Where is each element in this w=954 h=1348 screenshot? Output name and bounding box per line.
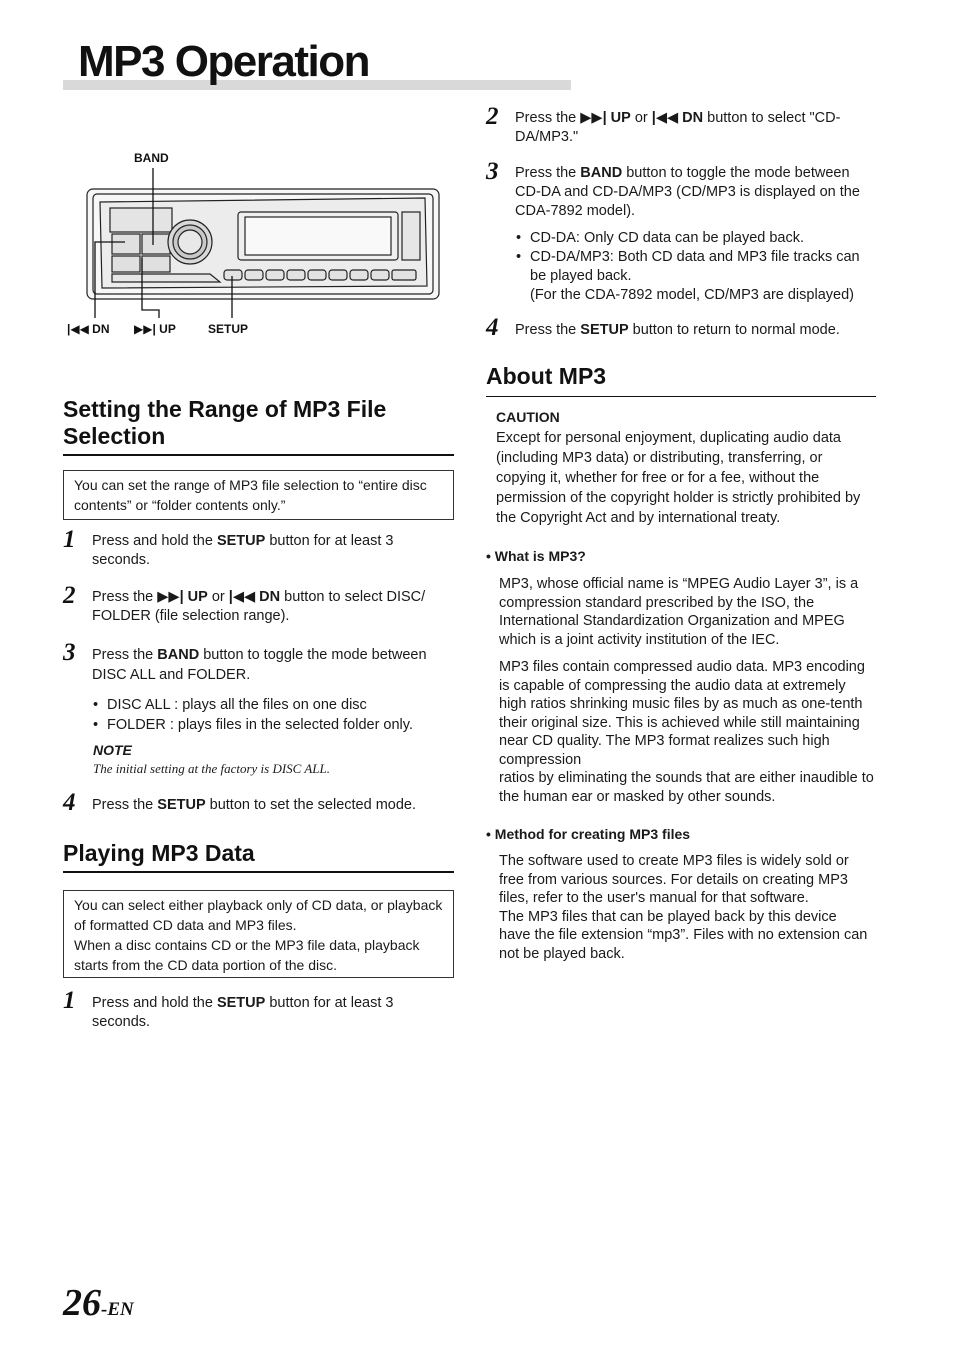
range-step-1-number: 1 — [63, 526, 76, 553]
range-step-4-number: 4 — [63, 789, 76, 816]
setup-label: SETUP — [208, 322, 249, 336]
range-step-2-text — [92, 588, 447, 626]
range-section-heading — [63, 396, 454, 456]
playing-step-1-number: 1 — [63, 987, 76, 1014]
range-step-2-pre: Press the — [92, 589, 158, 605]
head-unit-illustration — [60, 148, 460, 348]
range-bullet-list — [92, 695, 452, 735]
caution-heading: CAUTION — [496, 409, 560, 425]
note-text: The initial setting at the factory is DISC ALL. — [93, 761, 331, 776]
right-step-2-text — [515, 109, 865, 147]
what-is-mp3-paragraph-2b: ratios by eliminating the sounds that are either inaudible to the human ear or masked by other sounds. — [499, 770, 874, 805]
what-is-mp3-heading: • What is MP3? — [486, 548, 586, 564]
range-info-text: You can set the range of MP3 file selection to “entire disc contents” or “folder contents only.” — [74, 477, 427, 513]
note-heading: NOTE — [93, 742, 132, 758]
playing-info-line2: When a disc contains CD or the MP3 file data, playback starts from the CD data portion of the disc. — [74, 937, 420, 973]
method-paragraph — [499, 852, 871, 963]
right-step-3-post: button to toggle the mode between CD-DA and CD-DA/MP3 (CD/MP3 is displayed on the CDA-7892 model). — [515, 165, 860, 219]
range-step-3-number: 3 — [63, 639, 76, 666]
right-step-3-text — [515, 164, 870, 221]
page-number — [63, 1284, 134, 1322]
right-step-4-post: button to return to normal mode. — [628, 322, 840, 338]
playing-section-heading: Playing MP3 Data — [63, 840, 454, 873]
range-step-2-up: ▶▶| UP — [157, 589, 208, 605]
about-section-heading: About MP3 — [486, 363, 876, 397]
right-step-2-up: ▶▶| UP — [580, 110, 631, 126]
range-step-4-bold: SETUP — [157, 797, 206, 813]
list-item: • FOLDER : plays files in the selected folder only. — [92, 715, 452, 735]
list-item — [515, 248, 875, 305]
range-step-3-post: button to toggle the mode between DISC ALL and FOLDER. — [92, 647, 427, 683]
list-item: • CD-DA: Only CD data can be played back. — [515, 229, 875, 248]
right-step-2-pre: Press the — [515, 110, 581, 126]
right-step-4-bold: SETUP — [580, 322, 629, 338]
page-number-suffix: -EN — [101, 1299, 134, 1320]
playing-step-1-bold: SETUP — [216, 995, 266, 1011]
head-unit-diagram — [60, 148, 460, 348]
playing-info-line1: You can select either playback only of CD data, or playback of formatted CD data and MP3 files. — [74, 897, 443, 933]
range-step-1-bold: SETUP — [216, 533, 266, 549]
right-step-2-mid: or — [630, 110, 652, 126]
method-paragraph-1: The software used to create MP3 files is widely sold or free from various sources. For details on creating MP3 files, refer to the user's manual for that software. — [499, 853, 849, 906]
range-step-3-text — [92, 645, 442, 685]
page-number-value: 26 — [63, 1282, 101, 1324]
dn-label: |◀◀ DN — [67, 322, 110, 336]
right-step-3-pre: Press the — [515, 165, 581, 181]
range-step-2-dn: |◀◀ DN — [228, 589, 281, 605]
right-step-2-dn: |◀◀ DN — [651, 110, 704, 126]
right-step-4-text — [515, 321, 870, 340]
range-heading-line2: Selection — [63, 423, 166, 449]
range-info-box — [63, 470, 454, 520]
range-step-1-text — [92, 532, 442, 570]
range-step-4-post: button to set the selected mode. — [205, 797, 417, 813]
range-step-2-post: button to select DISC/ FOLDER (file selection range). — [92, 589, 426, 624]
range-step-4-pre: Press the — [92, 797, 158, 813]
playing-step-1-text — [92, 994, 442, 1032]
range-step-3-pre: Press the — [92, 647, 158, 663]
right-bullet-list — [515, 229, 875, 305]
right-step-3-bold: BAND — [580, 165, 623, 181]
page-title: MP3 Operation — [78, 37, 369, 86]
right-step-2-number: 2 — [486, 103, 499, 130]
right-step-4-number: 4 — [486, 314, 499, 341]
right-step-3-number: 3 — [486, 158, 499, 185]
band-label: BAND — [134, 151, 169, 165]
list-item: • DISC ALL : plays all the files on one disc — [92, 695, 452, 715]
what-is-mp3-paragraph-1: MP3, whose official name is “MPEG Audio Layer 3”, is a compression standard prescribed by the ISO, the International Standardization Organization and MPEG which is a joint activity institution of the IEC. — [499, 576, 859, 648]
playing-step-1-pre: Press and hold the — [92, 995, 217, 1011]
playing-step-1-post: button for at least 3 seconds. — [92, 995, 394, 1030]
up-label: ▶▶| UP — [134, 322, 176, 336]
range-step-1-pre: Press and hold the — [92, 533, 217, 549]
list-item-extra: (For the CDA-7892 model, CD/MP3 are displayed) — [530, 287, 854, 303]
range-step-1-post: button for at least 3 seconds. — [92, 533, 394, 568]
list-item-text: CD-DA/MP3: Both CD data and MP3 file tracks can be played back. — [530, 249, 860, 284]
method-heading: • Method for creating MP3 files — [486, 826, 691, 842]
what-is-mp3-paragraph-2 — [499, 658, 874, 806]
range-step-3-bold: BAND — [157, 647, 200, 663]
right-step-2-post: button to select "CD-DA/MP3." — [515, 110, 841, 145]
method-paragraph-2: The MP3 files that can be played back by this device have the file extension “mp3”. Files with no extension can not be played back. — [499, 908, 868, 962]
range-step-2-mid: or — [207, 589, 229, 605]
range-step-4-text — [92, 796, 447, 815]
what-is-mp3-paragraph-2a: MP3 files contain compressed audio data. MP3 encoding is capable of compressing the audio data at extremely high ratios shrinking music files by as much as one-tenth their original size. This is achieved while still maintaining near CD quality. The MP3 format realizes such high compression — [499, 659, 865, 768]
range-heading-line1: Setting the Range of MP3 File — [63, 396, 387, 422]
playing-info-box — [63, 890, 454, 978]
range-step-2-number: 2 — [63, 582, 76, 609]
right-step-4-pre: Press the — [515, 322, 581, 338]
caution-text: Except for personal enjoyment, duplicating audio data (including MP3 data) or distributing, transferring, or copying it, whether for free or for a fee, without the permission of the copyright holder is strictly prohibited by the Copyright Act and by international treaty. — [496, 430, 861, 526]
